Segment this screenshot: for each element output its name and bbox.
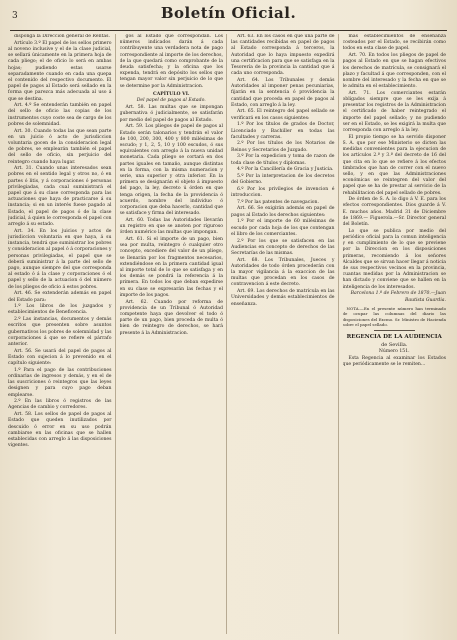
paragraph: gos al Estado que correspondan. Los números indicados darán á cada contribuyente una verdadera nota de pago correspondiente al importe de los derechos, de la que quedará como comprobante de la deuda satisfecha; y la oficina que los expenda, tendrá en depósito los sellos que tengan mayor valor sin perjuicio de lo que se determine por la Administracion. xyxy=(119,34,223,89)
chapter-subheading: Del papel de pagos al Estado. xyxy=(136,98,206,104)
paragraph: 4.º Por la Cancillería de Gracia y Justicia. xyxy=(237,167,334,173)
running-head xyxy=(8,4,449,30)
paragraph: Art. 62. Cuando por reforma de providencia de un Tribunal ó Autoridad competente haya que devolver el todo ó parte de un pago, bien proceda de multa ó bien de reintegro de derechos, se hará presente á la Administracion. xyxy=(119,299,223,336)
column-3 xyxy=(231,34,339,634)
paragraph: 5.º Por la interpretacion de los decretos del Gobierno. xyxy=(231,173,335,186)
paragraph: 2.º Por los títulos de los Notarios de Reinos y Secretarios de Juzgado. xyxy=(231,141,335,153)
paragraph: Art. 4.º Se entenderán también en papel del sello de oficio las copias de los instrumentos cuyo coste sea de cargo de los pobres de solemnidad. xyxy=(8,103,112,127)
paragraph: Esta Regencia al examinar los Estados que periódicamente se le remiten... xyxy=(342,355,446,367)
paragraph: Lo que se publica por medio del periódico oficial para la comun inteligencia y en cumplimiento de lo que se previene por la Direccion en los disposiciones primeras, recomiendo á los señores Alcaldes que se sirvan hacer llegar á noticia de sus respectivos vecinos en la provincia, cuantas medidas por la Administracion se han dictado y conviene que se hallen en la inteligencia de los interesados. xyxy=(342,228,446,290)
paragraph: 1.º Para el pago de las contribuciones ordinarias de ingresos y demás, y en el de las suscriciones ó reintegros que las leyes designen y para cuyo pago deban emplearse. xyxy=(8,367,112,398)
section-subtitle: de Sevilla. xyxy=(381,341,408,348)
paragraph: 1.º Por el importe de 60 milésimas de escudo por cada hoja de los que contengan el libro de los comerciantes. xyxy=(231,219,335,237)
header-rule xyxy=(10,30,447,31)
paragraph: Art. 70. En todos los pliegos de papel de pagos al Estado en que se hagan efectivos los derechos de matrícula, se consignará el plazo y facultad á que corresponden, con el nombre del interesado y la fecha en que se le admita en el establecimiento. xyxy=(342,53,446,90)
paragraph: Art. 59. Los pliegos de papel de pagos al Estado serán talonarios y tendrán el valor de 100, 200, 300, 400 y 800 milésimas de escudo; y 1, 2, 5, 10 y 100 escudos, ó sus equivalentes con arreglo á la nueva unidad monetaria. Cada pliego se cortará en dos partes iguales en tamaño, aunque distintas en la forma, con la misma numeracion y serie, una superior y otra inferior. En la primera se designarán el objeto á impuesto del pago, la ley, decreto ú órden en que tenga origen, la fecha de la providencia ó acuerdo, nombre del individuo ó corporacion que deba hacerlo, cantidad que se satisface y firma del interesado. xyxy=(119,124,223,217)
section-title: REGENCIA DE LA AUDIENCIA xyxy=(346,334,442,341)
editor-note: NOTA.—En el presente número han terminado de ocupar las columnas del diario las disposiciones del Excmo. Sr. Ministro de Hacienda sobre el papel sellado. xyxy=(342,305,446,327)
paragraph: Art. 66. Se exigirán además en papel de pagos al Estado los derechos siguientes: xyxy=(231,206,335,218)
text-columns xyxy=(8,34,449,634)
paragraph: 2.º En las libros ó registros de las Agencias de cambio y corredores. xyxy=(8,399,112,411)
page-number: 3 xyxy=(12,11,18,21)
paragraph: El propio tiempo se ha servido disponer S. A. que por ese Ministerio se dicten las medidas convenientes para la ejecucion de los artículos 2.º y 3.º del decreto de 16 del que cita en lo que se refiere á los efectos timbrados que han de correr con el nuevo sello, y en que las Administraciones económicas se reintegren del valor del papel que se ha de prestar al servicio de la rehabilitacion del papel sellado de pobres. xyxy=(342,134,446,196)
paragraph: Art. 64. Los Tribunales y demás Autoridades al imponer penas pecuniarias, fijarán en la sentencia ó providencia la cantidad que proceda en papel de pagos al Estado, con arreglo á la ley. xyxy=(231,77,335,108)
paragraph: Art. 46. Se extenderán además en papel del Estado para: xyxy=(8,291,112,303)
paragraph: Art. 61. Si el importe de un pago, bien sea por multa, reintegro ó cualquier otro concepto, excediere del valor de un pliego, se llenarán por los fragmentos necesarios, extendiéndose en la primera cantidad igual al importe total de lo que se satisfaga y en los demás se pondrá la referencia á la primera. En todos los que deban expedirse en su clase se expresarán las fechas y el importe de los pagos. xyxy=(119,237,223,298)
paragraph: 3.º Por la expedicion y toma de razon de toda clase de títulos y diplomas. xyxy=(231,154,335,166)
chapter-heading: CAPÍTULO VI. xyxy=(153,91,190,97)
column-1 xyxy=(8,34,116,634)
paragraph: Art. 68. Los Tribunales, Jueces y Autoridades de todo órden procederán con la mayor vigilancia á la exaccion de las multas que procedan en los casos de contravencion á este decreto. xyxy=(231,257,335,288)
paragraph: De órden de S. A. lo digo á V. E. para los efectos correspondientes. Dios guarde á V. E. muchos años. Madrid 31 de Diciembre de 1869.— Figuerola.—Sr. Director general del Boletín. xyxy=(342,197,446,228)
journal-title: Boletín Oficial. xyxy=(160,4,297,22)
paragraph: Art. 30. Cuando todas las que sean parte en un juicio ó acto de jurisdiccion voluntaria gocen de la consideracion legal de pobres, se emplearán también el papel del sello de oficio, sin perjuicio del reintegro cuando haya lugar. xyxy=(8,128,112,165)
paragraph: más establecimientos de enseñanza costeados por el Estado, se recibirán como todos en esta clase de papel. xyxy=(342,34,446,52)
section-separator xyxy=(374,330,415,331)
section-number: Número 151. xyxy=(378,349,410,355)
paragraph: 7.º Por las patentes de navegacion. xyxy=(237,199,319,205)
paragraph: Art. 69. Los derechos de matrícula en las Universidades y demás establecimientos de enseñanza. xyxy=(231,289,335,307)
paragraph: 1.º Por los títulos de grados de Doctor, Licenciado y Bachiller en todas las facultades y carreras. xyxy=(231,122,335,140)
paragraph: 6.º Por los privilegios de invencion é introduccion. xyxy=(231,186,335,199)
paragraph: Art. 65. El reintegro del papel sellado se verificará en los casos siguientes: xyxy=(231,109,335,121)
paragraph: 2.º Por los que se satisfacen en las Audiencias en concepto de derechos de las Secretarías de las mismas. xyxy=(231,238,335,256)
paragraph: Artículo 3.º El papel de los sellos primero al noveno inclusive y el de la clase judicial, se sellará únicamente en la primera hoja de cada pliego; el de oficio lo será en ambas hojas; pudiendo estas usarse separadamente cuando en cada una quepa el contenido del respectivo documento. El papel de pagos al Estado será sellado en la forma que parezca más adecuada al uso á que se destina. xyxy=(8,40,112,102)
paragraph: Art. 60. Todas las Autoridades llevarán un registro en que se anoten por riguroso órden numérico las multas que impongan. xyxy=(119,217,223,236)
paragraph: Art. 58. Las multas que se impongan gubernativa ó judicialmente, se satisfarán por medio del papel de pagos al Estado. xyxy=(119,105,223,123)
paragraph: disponga la Direccion general de Rentas. xyxy=(14,34,110,39)
paragraph: Art. 63. En los casos en que una parte de las cantidades recibidas en papel de pagos al Estado corresponda á terceros, la Autoridad que lo haya impuesto expedirá una certificacion para que se satisfaga en la Tesorería de la provincia la cantidad que á cada uno corresponda. xyxy=(231,34,335,77)
paragraph: Art. 56. Se usará del papel de pagos al Estado con sujecion á lo prevenido en el capítulo siguiente: xyxy=(8,348,112,367)
column-4 xyxy=(343,34,450,634)
paragraph: Art. 58. Los sellos de papel de pagos al Estado que queden inutilizados por descuido ó error en su uso podrán cambiarse en las oficinas que se hallen establecidas con arreglo á las disposiciones vigentes. xyxy=(8,412,112,449)
paragraph: Art. 31. Cuando unas interesados sean pobres en el sentido legal y otros no, ó en partes ó litis, y á corporaciones ó personas privilegiadas, cada cual suministrará el papel que á su clase corresponda para las actuaciones que haya de practicarse á su instancia; si en un interés fuese pagado al Estado, el papel de pagos ó de la clase judicial, á quien le corresponda el papel con arreglo á su estado. xyxy=(8,166,112,228)
paragraph: Art. 34. En los juicios y actos de jurisdiccion voluntaria en que haya, á su instancia, tendrá que suministrar los pobres y consideracion al papel ó á corporaciones y personas privilegiadas, el papel que se deberá suministrar á la parte del sello de pago, aunque siempre del que corresponda al estado ó á la clase y corporaciones ó el papel y sello de la actuacion ó del número de los pliegos de oficio á estos pobres. xyxy=(8,228,112,290)
column-2 xyxy=(120,34,228,634)
signature-line: Barcelona 1.º de Febrero de 1870.—Juan Bautista Guardia. xyxy=(350,291,446,303)
paragraph: Art. 71. Los comerciantes estarán obligados siempre que se les exija á presentar los registros de la Administracion el certificado de haber reintegrado el importe del papel sellado; y no pudiendo ser en el Estado, se les exigirá la multa que corresponda con arreglo á la ley. xyxy=(342,90,446,134)
paragraph: 2.º Las instancias, documentos y demás escritos que presenten sobre asuntos gubernativos los pobres de solemnidad y las corporaciones á que se refiere el párrafo anterior. xyxy=(8,317,112,347)
paragraph: 1.º Los libros de los juzgados y establecimientos de Beneficencia. xyxy=(8,304,112,316)
